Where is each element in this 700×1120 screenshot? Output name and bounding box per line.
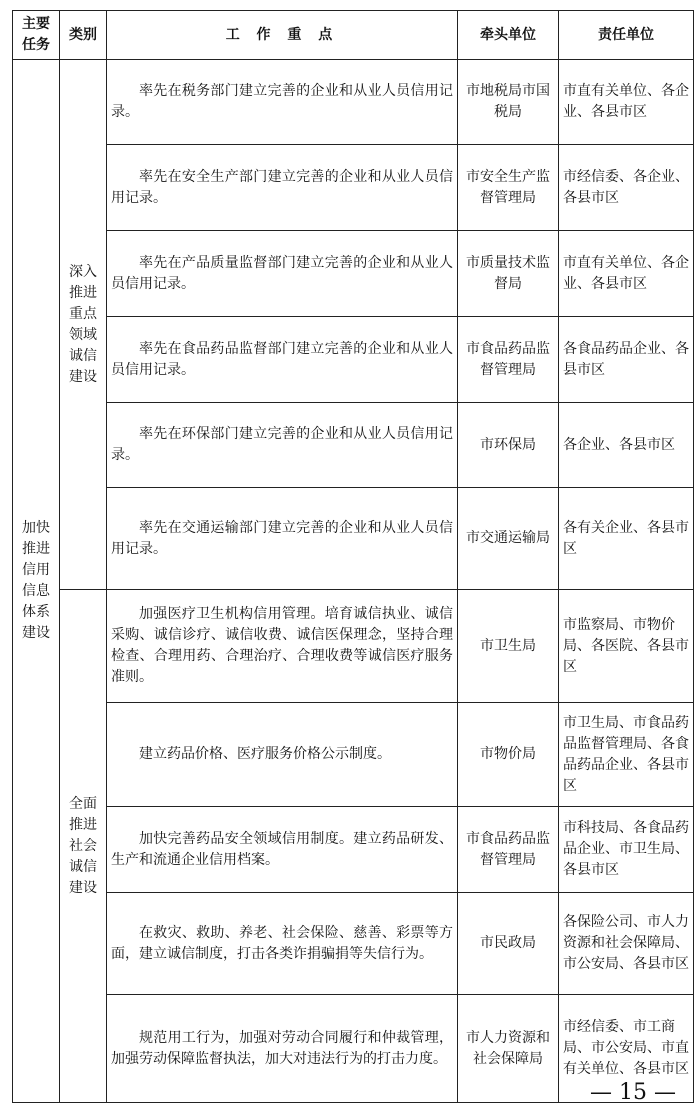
- header-main-task: 主要任务: [13, 11, 60, 60]
- table-row: [13, 60, 694, 145]
- lead-unit-cell: 市卫生局: [458, 590, 559, 703]
- work-focus-text: 加快完善药品安全领域信用制度。建立药品研发、生产和流通企业信用档案。: [111, 830, 453, 868]
- work-focus-cell: [107, 995, 458, 1103]
- work-focus-cell: [107, 488, 458, 590]
- header-lead-unit: 牵头单位: [458, 11, 559, 60]
- category-cell-social: 全面推进社会诚信建设: [60, 590, 107, 1103]
- work-focus-cell: [107, 703, 458, 807]
- responsible-unit-cell: 市经信委、市工商局、市公安局、市直有关单位、各县市区: [559, 995, 694, 1103]
- work-focus-cell: [107, 403, 458, 488]
- work-focus-cell: [107, 317, 458, 403]
- work-focus-cell: [107, 231, 458, 317]
- lead-unit-cell: 市质量技术监督局: [458, 231, 559, 317]
- lead-unit-cell: 市环保局: [458, 403, 559, 488]
- work-focus-cell: [107, 893, 458, 995]
- work-focus-text: 建立药品价格、医疗服务价格公示制度。: [139, 746, 391, 762]
- table-row: [13, 590, 694, 703]
- responsible-unit-cell: 各有关企业、各县市区: [559, 488, 694, 590]
- work-focus-text: 率先在食品药品监督部门建立完善的企业和从业人员信用记录。: [111, 340, 453, 378]
- table-row: [13, 893, 694, 995]
- lead-unit-cell: 市民政局: [458, 893, 559, 995]
- table-row: [13, 488, 694, 590]
- responsible-unit-cell: 市直有关单位、各企业、各县市区: [559, 60, 694, 145]
- responsible-unit-cell: 市卫生局、市食品药品监督管理局、各食品药品企业、各县市区: [559, 703, 694, 807]
- work-focus-text: 加强医疗卫生机构信用管理。培育诚信执业、诚信采购、诚信诊疗、诚信收费、诚信医保理念，坚持合理检查、合理用药、合理治疗、合理收费等诚信医疗服务准则。: [111, 606, 453, 685]
- table-row: [13, 231, 694, 317]
- work-focus-text: 率先在税务部门建立完善的企业和从业人员信用记录。: [111, 83, 453, 120]
- work-focus-cell: [107, 60, 458, 145]
- work-focus-text: 率先在产品质量监督部门建立完善的企业和从业人员信用记录。: [111, 254, 453, 292]
- work-focus-cell: [107, 590, 458, 703]
- header-category: 类别: [60, 11, 107, 60]
- responsible-unit-cell: 市经信委、各企业、各县市区: [559, 145, 694, 231]
- header-responsible-unit: 责任单位: [559, 11, 694, 60]
- table-header-row: [13, 11, 694, 60]
- table-row: [13, 317, 694, 403]
- work-focus-cell: [107, 145, 458, 231]
- responsible-unit-cell: 各保险公司、市人力资源和社会保障局、市公安局、各县市区: [559, 893, 694, 995]
- header-work-focus: 工 作 重 点: [107, 11, 458, 60]
- lead-unit-cell: 市地税局市国税局: [458, 60, 559, 145]
- work-focus-text: 规范用工行为，加强对劳动合同履行和仲裁管理，加强劳动保障监督执法，加大对违法行为的打击力度。: [111, 1029, 453, 1067]
- work-focus-cell: [107, 807, 458, 893]
- lead-unit-cell: 市物价局: [458, 703, 559, 807]
- table-row: [13, 703, 694, 807]
- table-row: [13, 403, 694, 488]
- table-row: [13, 807, 694, 893]
- lead-unit-cell: 市食品药品监督管理局: [458, 807, 559, 893]
- work-focus-text: 率先在环保部门建立完善的企业和从业人员信用记录。: [111, 426, 453, 463]
- table-row: [13, 145, 694, 231]
- lead-unit-cell: 市交通运输局: [458, 488, 559, 590]
- work-focus-text: 率先在安全生产部门建立完善的企业和从业人员信用记录。: [111, 168, 453, 206]
- responsible-unit-cell: 市直有关单位、各企业、各县市区: [559, 231, 694, 317]
- lead-unit-cell: 市安全生产监督管理局: [458, 145, 559, 231]
- work-focus-text: 在救灾、救助、养老、社会保险、慈善、彩票等方面，建立诚信制度，打击各类诈捐骗捐等失信行为。: [111, 924, 453, 962]
- work-plan-table: [12, 10, 694, 1103]
- responsible-unit-cell: 各食品药品企业、各县市区: [559, 317, 694, 403]
- category-cell-key-areas: 深入推进重点领域诚信建设: [60, 60, 107, 590]
- responsible-unit-cell: 市科技局、各食品药品企业、市卫生局、各县市区: [559, 807, 694, 893]
- work-focus-text: 率先在交通运输部门建立完善的企业和从业人员信用记录。: [111, 519, 453, 557]
- responsible-unit-cell: 各企业、各县市区: [559, 403, 694, 488]
- lead-unit-cell: 市食品药品监督管理局: [458, 317, 559, 403]
- responsible-unit-cell: 市监察局、市物价局、各医院、各县市区: [559, 590, 694, 703]
- lead-unit-cell: 市人力资源和社会保障局: [458, 995, 559, 1103]
- main-task-cell: 加快推进信用信息体系建设: [13, 60, 60, 1103]
- page-number: — 15 —: [590, 1080, 676, 1105]
